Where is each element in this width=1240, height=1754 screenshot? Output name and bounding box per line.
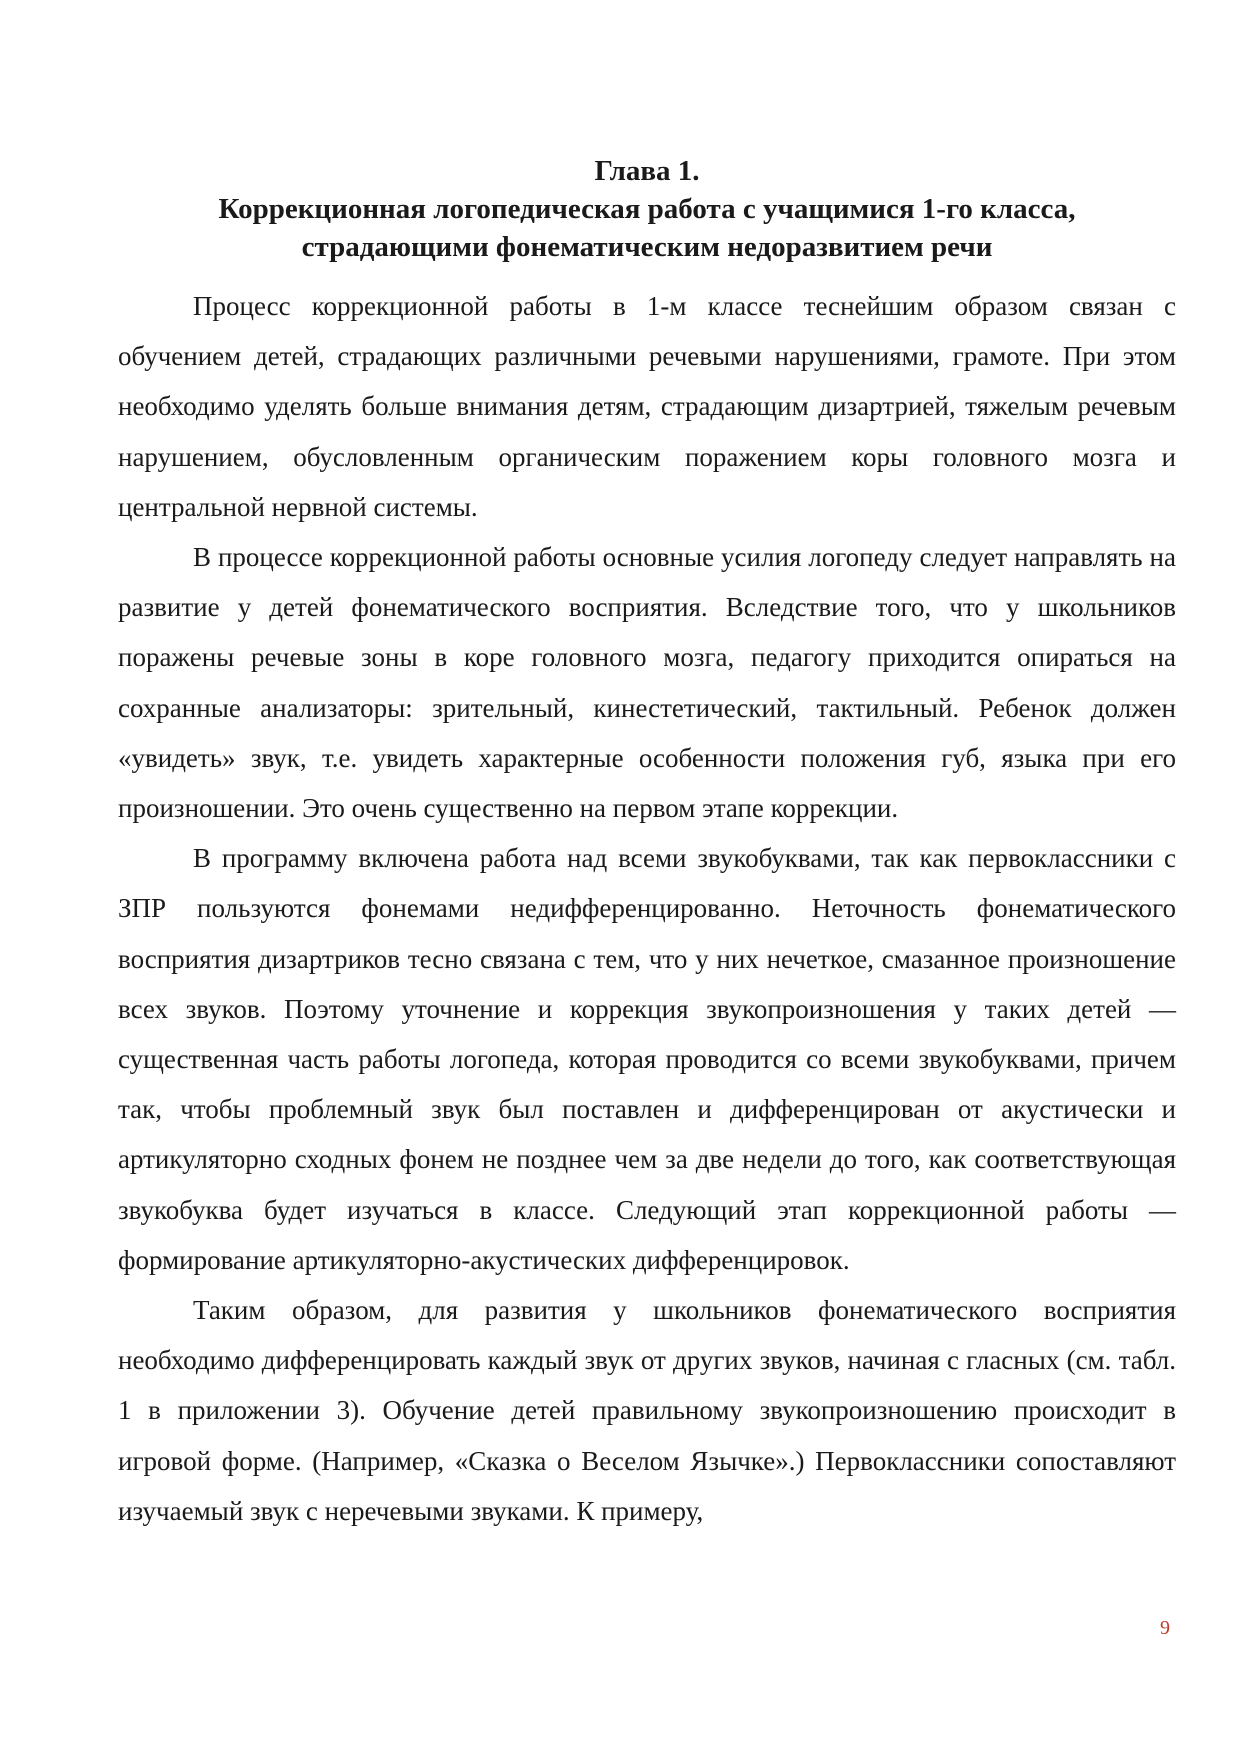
page-number: 9 <box>1160 1617 1170 1639</box>
body-text <box>118 281 1176 1536</box>
chapter-title-line-1: Коррекционная логопедическая работа с учащимися 1-го класса, <box>218 193 1076 225</box>
paragraph-1: Процесс коррекционной работы в 1-м классе теснейшим образом связан с обучением детей, страдающих различными речевыми нарушениями, грамоте. При этом необходимо уделять больше внимания детям, страдающим дизартрией, тяжелым речевым нарушением, обусловленным органическим поражением коры головного мозга и центральной нервной системы. <box>118 291 1176 522</box>
paragraph-4: Таким образом, для развития у школьников фонематического восприятия необходимо дифференцировать каждый звук от других звуков, начиная с гласных (см. табл. 1 в приложении 3). Обучение детей правильному звукопроизношению происходит в игровой форме. (Например, «Сказка о Веселом Язычке».) Первоклассники сопоставляют изучаемый звук с неречевыми звуками. К примеру, <box>118 1295 1176 1526</box>
paragraph-3: В программу включена работа над всеми звукобуквами, так как первоклассники с ЗПР пользуются фонемами недифференцированно. Неточность фонематического восприятия дизартриков тесно связана с тем, что у них нечеткое, смазанное произношение всех звуков. Поэтому уточнение и коррекция звукопроизношения у таких детей — существенная часть работы логопеда, которая проводится со всеми звукобуквами, причем так, чтобы проблемный звук был поставлен и дифференцирован от акустически и артикуляторно сходных фонем не позднее чем за две недели до того, как соответствующая звукобуква будет изучаться в классе. Следующий этап коррекционной работы — формирование артикуляторно-акустических дифференцировок. <box>118 843 1176 1275</box>
chapter-heading <box>118 152 1176 266</box>
paragraph-2: В процессе коррекционной работы основные усилия логопеду следует направлять на развитие у детей фонематического восприятия. Вследствие того, что у школьников поражены речевые зоны в коре головного мозга, педагогу приходится опираться на сохранные анализаторы: зрительный, кинестетический, тактильный. Ребенок должен «увидеть» звук, т.е. увидеть характерные особенности положения губ, языка при его произношении. Это очень существенно на первом этапе коррекции. <box>118 542 1176 824</box>
chapter-number: Глава 1. <box>594 155 700 187</box>
chapter-title-line-2: страдающими фонематическим недоразвитием речи <box>301 231 993 263</box>
